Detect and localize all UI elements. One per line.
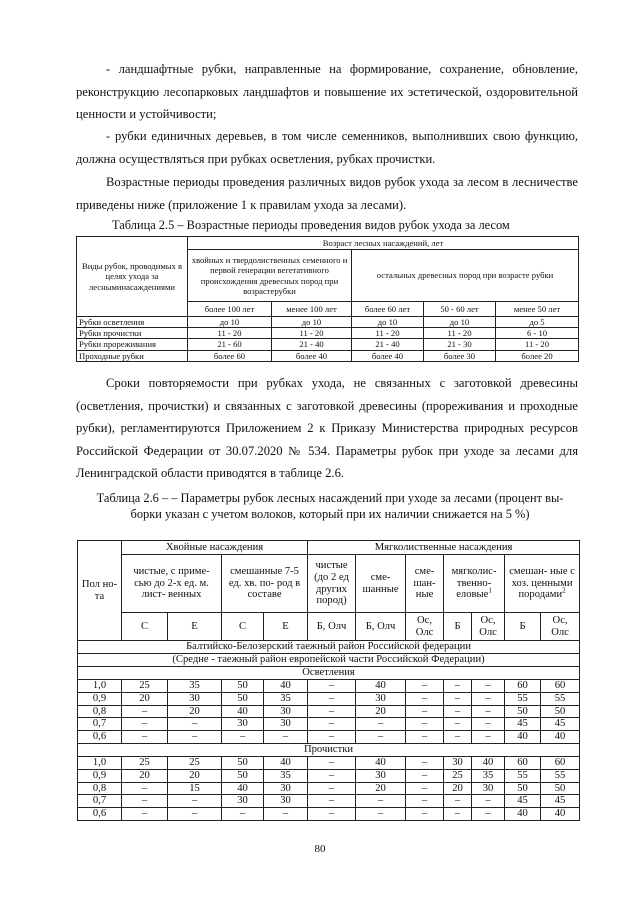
table-cell: до 10 (424, 317, 496, 328)
header-mixed-conifer: смешанные 7-5 ед. хв. по- род в составе (222, 555, 308, 613)
table-cell: – (472, 718, 505, 731)
table-cell: 40 (222, 782, 264, 795)
table-cell: – (406, 756, 444, 769)
table-row (77, 339, 579, 350)
table-cell: 30 (356, 769, 406, 782)
species-cell: Е (264, 613, 308, 641)
section-row (78, 667, 580, 680)
table-cell: – (406, 680, 444, 693)
polnota-cell: 0,8 (78, 782, 122, 795)
table-cell: – (308, 705, 356, 718)
table-cell: – (356, 718, 406, 731)
table-cell: – (444, 795, 472, 808)
species-cell: Б (444, 613, 472, 641)
table-cell: 30 (222, 718, 264, 731)
table-cell: 45 (505, 795, 541, 808)
table-cell: 30 (222, 795, 264, 808)
table-row (78, 782, 580, 795)
footnote-2-marker: 2 (562, 586, 566, 595)
table-cell: – (168, 731, 222, 744)
species-cell: Ос, Олс (541, 613, 580, 641)
table-cell: – (406, 782, 444, 795)
table-cell: 25 (444, 769, 472, 782)
table-cell: 50 (541, 782, 580, 795)
table-2-6-caption (90, 490, 570, 522)
table-cell: 6 - 10 (496, 328, 579, 339)
row-label: Проходные рубки (77, 350, 188, 361)
table-cell: – (444, 808, 472, 821)
polnota-cell: 0,7 (78, 795, 122, 808)
polnota-cell: 0,9 (78, 692, 122, 705)
table-2-6-body (78, 667, 580, 821)
table-cell: 30 (356, 692, 406, 705)
row-label: Рубки прочистки (77, 328, 188, 339)
table-cell: – (122, 808, 168, 821)
table-cell: 60 (505, 680, 541, 693)
table-cell: – (122, 718, 168, 731)
table-cell: – (168, 808, 222, 821)
table-2-6 (77, 540, 580, 821)
table-cell: – (444, 731, 472, 744)
table-cell: 30 (444, 756, 472, 769)
paragraph-repeat-periods: Сроки повторяемости при рубках ухода, не связанных с заготовкой древесины (осветления, прочистки) и связанных с заготовкой древесины (прореживания и проходные рубки), регламентируются Приложением 2 к Приказу Министерства природных ресурсов Российской Федерации от 30.07.2020 № 534. Параметры рубок при уходе за лесами для Ленинградской области приводятся в таблице 2.6. (76, 376, 578, 480)
table-cell: 35 (264, 692, 308, 705)
table-row (77, 350, 579, 361)
table-cell: 60 (505, 756, 541, 769)
table-cell: 20 (168, 705, 222, 718)
table-cell: – (308, 782, 356, 795)
table-cell: – (406, 731, 444, 744)
table-cell: – (308, 808, 356, 821)
table-cell: – (222, 808, 264, 821)
table-cell: 11 - 20 (188, 328, 272, 339)
table-cell: более 30 (424, 350, 496, 361)
header-mixed-soft-2: сме- шан- ные (406, 555, 444, 613)
polnota-cell: 0,6 (78, 808, 122, 821)
section-row (78, 743, 580, 756)
table-cell: – (472, 705, 505, 718)
table-cell: 50 (222, 756, 264, 769)
row-label: Рубки прореживания (77, 339, 188, 350)
table-cell: – (308, 756, 356, 769)
paragraph-landscape-cuttings: - ландшафтные рубки, направленные на формирование, сохранение, обновление, реконструкцию лесопарковых ландшафтов и повышение их эстетической, оздоровительной ценности и устойчивости; (76, 62, 578, 121)
subhead-cell: более 60 лет (352, 302, 424, 317)
species-cell: Ос, Олс (406, 613, 444, 641)
polnota-cell: 0,9 (78, 769, 122, 782)
table-cell: 50 (222, 680, 264, 693)
table-cell: до 10 (352, 317, 424, 328)
table-2-5-caption: Таблица 2.5 – Возрастные периоды проведения видов рубок ухода за лесом (112, 218, 510, 232)
table-2-6-caption-line2: борки указан с учетом волоков, который при их наличии снижается на 5 %) (130, 507, 530, 521)
table-cell: 40 (541, 731, 580, 744)
table-row (78, 718, 580, 731)
table-cell: 20 (356, 705, 406, 718)
table-cell: 20 (356, 782, 406, 795)
table-cell: – (406, 795, 444, 808)
species-cell: Б, Олч (356, 613, 406, 641)
polnota-cell: 1,0 (78, 756, 122, 769)
table-cell: – (444, 718, 472, 731)
group-header-other: остальных древесных пород при возрасте рубки (352, 250, 579, 302)
section-title: Прочистки (78, 743, 580, 756)
table-row (78, 731, 580, 744)
table-cell: до 10 (188, 317, 272, 328)
table-cell: 20 (122, 769, 168, 782)
subhead-cell: более 100 лет (188, 302, 272, 317)
table-cell: 30 (264, 705, 308, 718)
table-row (78, 795, 580, 808)
table-cell: – (406, 808, 444, 821)
row-header-cell: Виды рубок, проводимых в целях ухода за лесныминасаждениями (77, 237, 188, 317)
species-cell: С (122, 613, 168, 641)
species-cell: Ос, Олс (472, 613, 505, 641)
table-row (77, 317, 579, 328)
species-cell: Б, Олч (308, 613, 356, 641)
table-cell: 21 - 60 (188, 339, 272, 350)
table-row (77, 328, 579, 339)
table-cell: 50 (505, 705, 541, 718)
row-label: Рубки осветления (77, 317, 188, 328)
table-cell: 11 - 20 (496, 339, 579, 350)
table-cell: 21 - 40 (352, 339, 424, 350)
subhead-cell: 50 - 60 лет (424, 302, 496, 317)
table-2-5 (76, 236, 579, 362)
header-pure-conifer: чистые, с приме- сью до 2-х ед. м. лист- венных (122, 555, 222, 613)
table-cell: – (122, 705, 168, 718)
table-cell: 35 (168, 680, 222, 693)
table-cell: 25 (122, 756, 168, 769)
table-cell: 40 (505, 731, 541, 744)
table-cell: более 40 (352, 350, 424, 361)
table-cell: 50 (505, 782, 541, 795)
subhead-cell: менее 100 лет (272, 302, 352, 317)
table-cell: – (264, 731, 308, 744)
table-cell: – (472, 692, 505, 705)
table-cell: – (406, 692, 444, 705)
table-cell: – (472, 795, 505, 808)
header-softleaf-spruce-text: мягколис- твенно- еловые (451, 565, 497, 601)
table-cell: – (308, 769, 356, 782)
table-cell: 30 (264, 795, 308, 808)
table-cell: 30 (168, 692, 222, 705)
table-cell: 45 (505, 718, 541, 731)
header-pure-soft: чистые (до 2 ед других пород) (308, 555, 356, 613)
table-cell: 55 (505, 692, 541, 705)
paragraph-age-periods: Возрастные периоды проведения различных видов рубок ухода за лесом в лесничестве приведены ниже (приложение 1 к правилам ухода за лесами). (76, 175, 578, 212)
table-cell: 40 (356, 756, 406, 769)
footnote-1-marker: 1 (488, 586, 492, 595)
table-cell: – (406, 705, 444, 718)
table-cell: 11 - 20 (272, 328, 352, 339)
polnota-cell: 0,8 (78, 705, 122, 718)
polnota-cell: 1,0 (78, 680, 122, 693)
table-cell: 40 (505, 808, 541, 821)
table-cell: 35 (264, 769, 308, 782)
species-cell: С (222, 613, 264, 641)
table-cell: – (308, 680, 356, 693)
group-header-conifer: хвойных и твердолиственных семенного и первой генерации вегетативного происхождения древесных пород при возрастерубки (188, 250, 352, 302)
table-cell: 20 (122, 692, 168, 705)
paragraph-single-tree-cuttings: - рубки единичных деревьев, в том числе семенников, выполнивших свою функцию, должна осуществляться при рубках осветления, рубках прочистки. (76, 129, 578, 166)
table-row (78, 808, 580, 821)
table-cell: 30 (264, 718, 308, 731)
header-valuable-species (505, 555, 580, 613)
table-cell: более 20 (496, 350, 579, 361)
table-row (78, 705, 580, 718)
header-softleaf-spruce (444, 555, 505, 613)
page-number: 80 (314, 843, 326, 855)
header-valuable-species-text: смешан- ные с хоз. ценными породами (509, 565, 575, 601)
polnota-header: Пол но- та (78, 541, 122, 641)
table-cell: – (444, 692, 472, 705)
table-cell: 60 (541, 680, 580, 693)
table-cell: 40 (472, 756, 505, 769)
table-cell: более 40 (272, 350, 352, 361)
table-cell: 60 (541, 756, 580, 769)
table-cell: – (308, 795, 356, 808)
table-cell: – (264, 808, 308, 821)
table-cell: – (356, 808, 406, 821)
table-cell: до 5 (496, 317, 579, 328)
table-cell: – (444, 680, 472, 693)
table-cell: более 60 (188, 350, 272, 361)
table-cell: до 10 (272, 317, 352, 328)
table-cell: – (122, 731, 168, 744)
table-cell: – (472, 808, 505, 821)
region-line-1: Балтийско-Белозерский таежный район Российской федерации (78, 641, 580, 654)
table-cell: – (168, 795, 222, 808)
table-cell: 50 (222, 769, 264, 782)
table-cell: 20 (168, 769, 222, 782)
table-cell: 45 (541, 795, 580, 808)
table-cell: 45 (541, 718, 580, 731)
table-cell: 50 (541, 705, 580, 718)
region-line-2: (Средне - таежный район европейской части Российской Федерации) (78, 654, 580, 667)
table-cell: 15 (168, 782, 222, 795)
polnota-cell: 0,6 (78, 731, 122, 744)
table-cell: – (122, 795, 168, 808)
table-cell: 30 (472, 782, 505, 795)
table-cell: 11 - 20 (352, 328, 424, 339)
table-cell: – (308, 731, 356, 744)
softleaf-group-header: Мягколиственные насаждения (308, 541, 580, 555)
table-cell: – (308, 718, 356, 731)
table-cell: 55 (541, 692, 580, 705)
table-cell: 25 (122, 680, 168, 693)
table-cell: 55 (541, 769, 580, 782)
header-mixed-soft: сме- шанные (356, 555, 406, 613)
table-cell: 40 (356, 680, 406, 693)
species-row (78, 613, 580, 641)
table-cell: 40 (264, 680, 308, 693)
table-2-6-caption-line1: Таблица 2.6 – – Параметры рубок лесных насаждений при уходе за лесами (процент вы- (96, 491, 564, 505)
table-row (78, 756, 580, 769)
table-cell: 55 (505, 769, 541, 782)
table-cell: 25 (168, 756, 222, 769)
table-cell: 20 (444, 782, 472, 795)
table-cell: – (472, 731, 505, 744)
table-cell: – (168, 718, 222, 731)
table-cell: – (444, 705, 472, 718)
table-cell: – (406, 718, 444, 731)
table-cell: 40 (541, 808, 580, 821)
table-2-5-body (77, 317, 579, 362)
subhead-cell: менее 50 лет (496, 302, 579, 317)
species-cell: Е (168, 613, 222, 641)
section-title: Осветления (78, 667, 580, 680)
table-row (78, 692, 580, 705)
table-cell: 11 - 20 (424, 328, 496, 339)
age-header: Возраст лесных насаждений, лет (188, 237, 579, 250)
table-cell: – (356, 731, 406, 744)
conifer-group-header: Хвойные насаждения (122, 541, 308, 555)
table-cell: 40 (222, 705, 264, 718)
table-row (78, 769, 580, 782)
table-cell: – (308, 692, 356, 705)
polnota-cell: 0,7 (78, 718, 122, 731)
table-cell: – (122, 782, 168, 795)
table-cell: 21 - 30 (424, 339, 496, 350)
table-cell: 21 - 40 (272, 339, 352, 350)
table-cell: 40 (264, 756, 308, 769)
table-cell: – (472, 680, 505, 693)
table-cell: 30 (264, 782, 308, 795)
table-row (78, 680, 580, 693)
table-cell: – (356, 795, 406, 808)
species-cell: Б (505, 613, 541, 641)
table-cell: 50 (222, 692, 264, 705)
table-cell: – (406, 769, 444, 782)
table-cell: 35 (472, 769, 505, 782)
table-cell: – (222, 731, 264, 744)
